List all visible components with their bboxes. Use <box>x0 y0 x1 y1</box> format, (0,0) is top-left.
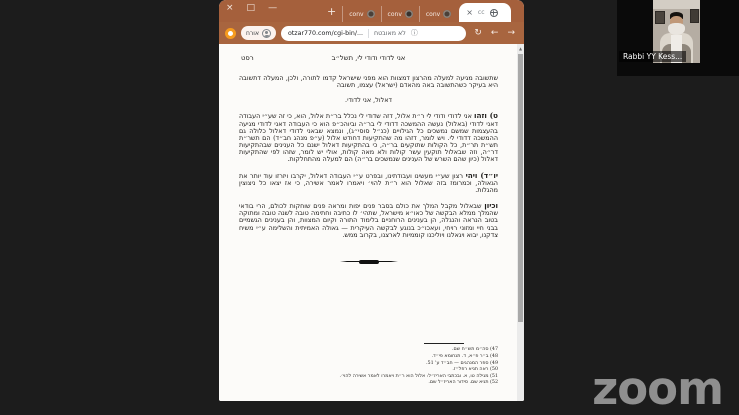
paragraph-last-word: מהתחלקות. <box>287 155 321 164</box>
page-number: רסט <box>241 54 254 62</box>
zoom-watermark: zoom <box>592 362 723 415</box>
guest-profile-button[interactable] <box>241 26 276 40</box>
picture-frame <box>690 9 699 23</box>
section-lead: יו״ד) ויהי <box>465 170 498 180</box>
tab-label: conv <box>387 10 402 18</box>
footnote-separator <box>424 343 464 344</box>
guest-profile-label: אורח <box>246 29 259 37</box>
paragraph-text: שבאלול מקבל המלך את כולם בסבר פנים יפות ומראה פנים שוחקות לכולם, הרי בודאי שהמלך ממלא הבקשה של כאו״א מישראל, שתהי׳ לו כתיבה וחתימה טובה לשנה טובה ומתוקה בטוב הנראה והנגלה, הן בענינים הרוחניים בלימוד התורה וקיום המצוות, והן בענינים הגשמיים בבני חיי ומזוני רויחי, ועאכו״כ בנוגע לבקשה העיקרית — גאולה האמיתית והשלימה ע״י משיח צדקנו, יבוא ויגאלנו ויוליכנו קוממיות לארצנו, בקרוב ממש. <box>239 202 498 239</box>
paragraph-text: אני לדודי ודודי לי ר״ת אלול, דזה שדודי לי נכלל בר״ת אלול, הוא, כי זה שע״י העבודה דאני לדודי (באלול) נעשה ההמשכה דדודי לי בר״ה וביוהכ״פ הוא כי העבודה דאני לדודי מגיעה בהעצמות שמשם נמשכים כל הגילויים (כנ״ל סוסי״ג), ונמצא שבאני לדודי דאלול כלולה גם ההמשכה דדודי לי. ויש לומר, דזהו מה שהתקיעות דחודש אלול (ע״פ מנהג חב״ד) הם תשר״ת תש״ת תר״ת, כל הקולות שתוקעים בר״ה, כי בהתקיעות דאלול ישנם כל הענינים שבהתקיעות דר״ה, וזה שבאלול תוקעין עשר קולות ולא מאה קולות, אולי יש לומר, שזהו לפי שהתקיעות דאלול (כיון שהם השרש של הענינים שנמשכים בר״ה) הם למעלה <box>239 112 498 164</box>
picture-frame <box>655 11 665 24</box>
new-tab-button[interactable]: + <box>327 5 337 18</box>
footnote: 52) תניא שם. סידור האריז״ל שם. <box>428 380 498 386</box>
tab-favicon-icon <box>367 10 375 18</box>
footnote: 48) ב״ר פ״א, ד. תנחומא פי״ד. <box>431 354 498 360</box>
url-text: otzar770.com/cgi-bin/... <box>287 29 363 37</box>
navigation-buttons <box>471 29 518 38</box>
footnote: 49) ספר המנהגים — חב״ד ע' 51. <box>425 360 498 366</box>
scanned-document-page <box>233 44 512 401</box>
not-secure-label: לא מאובטח <box>373 29 406 37</box>
tab-label: conv <box>349 10 364 18</box>
paragraph-text: רצון שע״י מעשינו ועבודתינו, ובפרט ע״י העבודה דאלול, יקרבו ויזרזו עוד יותר את הגאולה, וכמרומז בזה שאלול הוא ר״ת להוי׳ ויאמרו לאמר אשירה, כי אז יצאו כל ניצוצין מהגלות. <box>239 171 498 194</box>
footnote: 51) מגילה טו, א. ובכתבי האריז״ל: אלול הוא ר״ת ויאמרו לאמר אשירה להוי׳. <box>339 373 498 379</box>
extension-icon[interactable] <box>225 28 236 39</box>
globe-favicon-icon <box>490 9 498 17</box>
tab-favicon-icon <box>443 10 451 18</box>
section-divider-ornament <box>340 260 398 264</box>
browser-window <box>219 0 524 401</box>
window-maximize-icon[interactable]: □ <box>246 3 256 13</box>
address-bar[interactable] <box>281 26 466 41</box>
tab-close-icon[interactable]: × <box>466 7 473 17</box>
document-paragraph <box>239 75 498 89</box>
window-controls <box>226 4 277 13</box>
paragraph-last-line: דאלול, אני לדודי. <box>345 96 392 105</box>
scrollbar-thumb[interactable] <box>518 54 523 322</box>
running-title: אני לדודי ודודי לי, תשל״ב <box>331 54 406 62</box>
tab-1[interactable] <box>342 6 380 22</box>
browser-tab-bar <box>219 0 524 22</box>
document-paragraph <box>239 172 498 194</box>
tab-favicon-icon <box>405 10 413 18</box>
url-divider <box>368 29 369 38</box>
scroll-up-arrow-icon[interactable]: ▲ <box>518 46 523 51</box>
paragraph-text: שתשובה מגיעה למעלה מהרצון דמצוות הוא מפני שישראל קדמו לתורה, ולכן, המעלה דתשובה היא בעיקר כשהתשובה באה מהאדם (ישראל) עצמו, תשובה <box>239 74 498 90</box>
footnote: 50) ראה תניא רפל״ז. <box>452 367 498 373</box>
footnote: 47) סה״מ תש״ח שם. <box>451 347 498 353</box>
footnotes-section <box>239 343 498 393</box>
vertical-scrollbar[interactable] <box>517 44 524 401</box>
tab-label: conv <box>425 10 441 18</box>
info-icon[interactable]: ⓘ <box>410 28 418 37</box>
window-close-icon[interactable]: × <box>226 3 234 13</box>
participant-name-label: Rabbi YY Kess... <box>619 51 686 62</box>
tab-2[interactable] <box>381 6 419 22</box>
document-header <box>239 54 498 62</box>
forward-icon[interactable]: ← <box>490 27 499 38</box>
section-lead: וכיון <box>484 201 498 211</box>
document-paragraph <box>239 112 498 163</box>
reload-icon[interactable]: ↻ <box>474 27 482 38</box>
browser-toolbar <box>219 22 524 44</box>
page-view <box>219 44 524 401</box>
window-minimize-icon[interactable]: — <box>268 3 278 13</box>
document-paragraph <box>239 202 498 239</box>
zoom-participant-tile[interactable] <box>617 0 739 76</box>
tab-label: cc <box>477 9 485 16</box>
section-lead: ט) וזהו <box>473 111 498 121</box>
avatar-icon <box>262 29 271 38</box>
tab-3[interactable] <box>419 6 457 22</box>
tab-active[interactable] <box>459 3 511 22</box>
back-icon[interactable]: → <box>507 27 515 38</box>
